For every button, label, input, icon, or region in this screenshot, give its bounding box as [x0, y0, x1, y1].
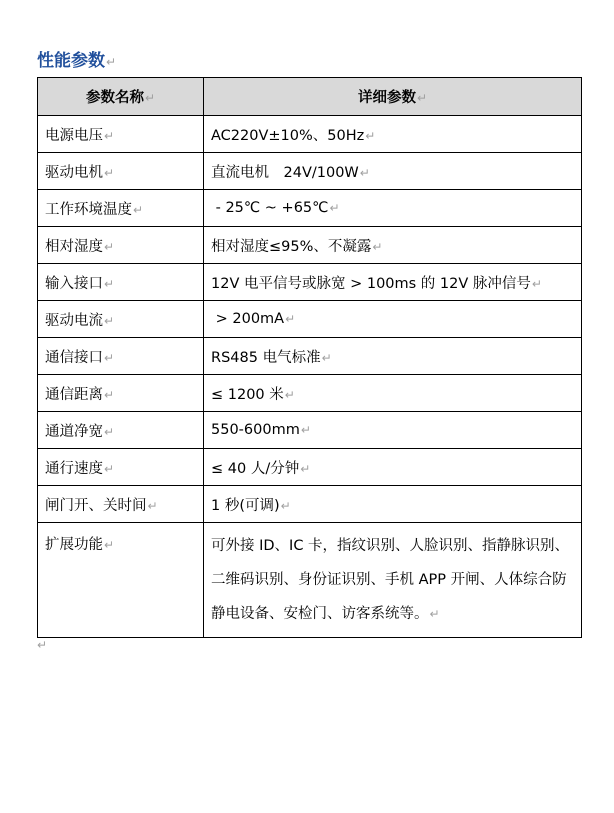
- param-value-cell: [204, 301, 582, 338]
- table-row: [38, 412, 582, 449]
- param-name-cell: [38, 190, 204, 227]
- param-name-cell: [38, 264, 204, 301]
- param-value-cell: [204, 449, 582, 486]
- paragraph-mark: ↵: [104, 165, 115, 180]
- param-value-cell: [204, 338, 582, 375]
- param-name: 相对湿度: [45, 238, 103, 255]
- param-value-cell: [204, 264, 582, 301]
- param-name: 扩展功能: [45, 537, 103, 553]
- paragraph-mark: ↵: [321, 350, 332, 365]
- paragraph-mark: ↵: [104, 387, 115, 402]
- paragraph-mark: ↵: [300, 423, 311, 437]
- param-name: 电源电压: [45, 127, 103, 144]
- paragraph-mark: ↵: [285, 312, 296, 326]
- param-name: 通信距离: [45, 386, 103, 403]
- table-row: [38, 449, 582, 486]
- param-name-cell: [38, 412, 204, 449]
- table-row: [38, 375, 582, 412]
- table-row: [38, 338, 582, 375]
- paragraph-mark: ↵: [280, 498, 291, 513]
- paragraph-mark: ↵: [104, 538, 115, 552]
- param-name: 通行速度: [45, 460, 103, 477]
- end-paragraph-mark: ↵: [37, 638, 48, 652]
- param-value-cell: [204, 153, 582, 190]
- param-value-cell: [204, 190, 582, 227]
- table-row: [38, 486, 582, 523]
- table-row: [38, 523, 582, 638]
- paragraph-mark: ↵: [104, 313, 115, 328]
- param-value-cell: [204, 375, 582, 412]
- param-name: 输入接口: [45, 275, 103, 292]
- paragraph-mark: ↵: [104, 424, 115, 439]
- param-value-cell: [204, 116, 582, 153]
- param-name: 通道净宽: [45, 423, 103, 440]
- param-name-cell: [38, 523, 204, 638]
- param-value: 相对湿度≤95%、不凝露: [211, 238, 372, 255]
- paragraph-mark: ↵: [416, 91, 428, 105]
- param-name-cell: [38, 449, 204, 486]
- param-value-cell: [204, 523, 582, 638]
- table-row: [38, 190, 582, 227]
- param-value: RS485 电气标准: [211, 349, 321, 366]
- table-header-cell: [204, 78, 582, 116]
- param-value-cell: [204, 412, 582, 449]
- paragraph-mark: ↵: [104, 128, 115, 143]
- paragraph-mark: ↵: [147, 498, 158, 513]
- param-value-cell: [204, 227, 582, 264]
- header-param-detail: 详细参数: [357, 90, 416, 106]
- table-header-row: [38, 78, 582, 116]
- paragraph-mark: ↵: [104, 350, 115, 365]
- paragraph-mark: ↵: [144, 91, 156, 105]
- param-value: ≤ 1200 米: [211, 386, 284, 403]
- paragraph-mark: ↵: [133, 202, 144, 217]
- param-name-cell: [38, 116, 204, 153]
- param-name-cell: [38, 227, 204, 264]
- param-value: 12V 电平信号或脉宽 > 100ms 的 12V 脉冲信号: [211, 275, 531, 292]
- section-heading-text: 性能参数: [37, 51, 105, 71]
- header-param-name: 参数名称: [85, 90, 144, 106]
- paragraph-mark: ↵: [429, 607, 440, 621]
- paragraph-mark: ↵: [284, 387, 295, 402]
- table-row: [38, 153, 582, 190]
- param-name: 驱动电流: [45, 312, 103, 329]
- paragraph-mark: ↵: [104, 461, 115, 476]
- param-value: 550-600mm: [211, 422, 300, 438]
- param-name: 工作环境温度: [45, 201, 132, 218]
- section-heading: [37, 46, 116, 71]
- table-row: [38, 227, 582, 264]
- table-header-cell: [38, 78, 204, 116]
- param-value: - 25℃ ~ +65℃: [211, 200, 329, 216]
- paragraph-mark: ↵: [300, 461, 311, 476]
- param-name-cell: [38, 338, 204, 375]
- param-value: > 200mA: [211, 311, 285, 327]
- spec-table: [37, 77, 582, 638]
- paragraph-mark: ↵: [104, 239, 115, 254]
- paragraph-mark: ↵: [531, 276, 542, 291]
- param-name: 驱动电机: [45, 164, 103, 181]
- param-name-cell: [38, 153, 204, 190]
- paragraph-mark: ↵: [106, 55, 117, 69]
- param-value: AC220V±10%、50Hz: [211, 127, 365, 144]
- param-value: ≤ 40 人/分钟: [211, 460, 300, 477]
- param-name: 通信接口: [45, 349, 103, 366]
- param-name-cell: [38, 486, 204, 523]
- paragraph-mark: ↵: [359, 165, 370, 180]
- paragraph-mark: ↵: [104, 276, 115, 291]
- param-name: 闸门开、关时间: [45, 497, 147, 514]
- paragraph-mark: ↵: [372, 239, 383, 254]
- table-row: [38, 264, 582, 301]
- table-row: [38, 301, 582, 338]
- param-value: 直流电机 24V/100W: [211, 164, 359, 181]
- paragraph-mark: ↵: [365, 128, 376, 143]
- param-value-cell: [204, 486, 582, 523]
- param-value: 可外接 ID、IC 卡，指纹识别、人脸识别、指静脉识别、二维码识别、身份证识别、手机 APP 开闸、人体综合防静电设备、安检门、访客系统等。: [211, 538, 570, 622]
- param-value: 1 秒(可调): [211, 497, 280, 514]
- paragraph-mark: ↵: [329, 201, 340, 215]
- param-name-cell: [38, 375, 204, 412]
- param-name-cell: [38, 301, 204, 338]
- table-row: [38, 116, 582, 153]
